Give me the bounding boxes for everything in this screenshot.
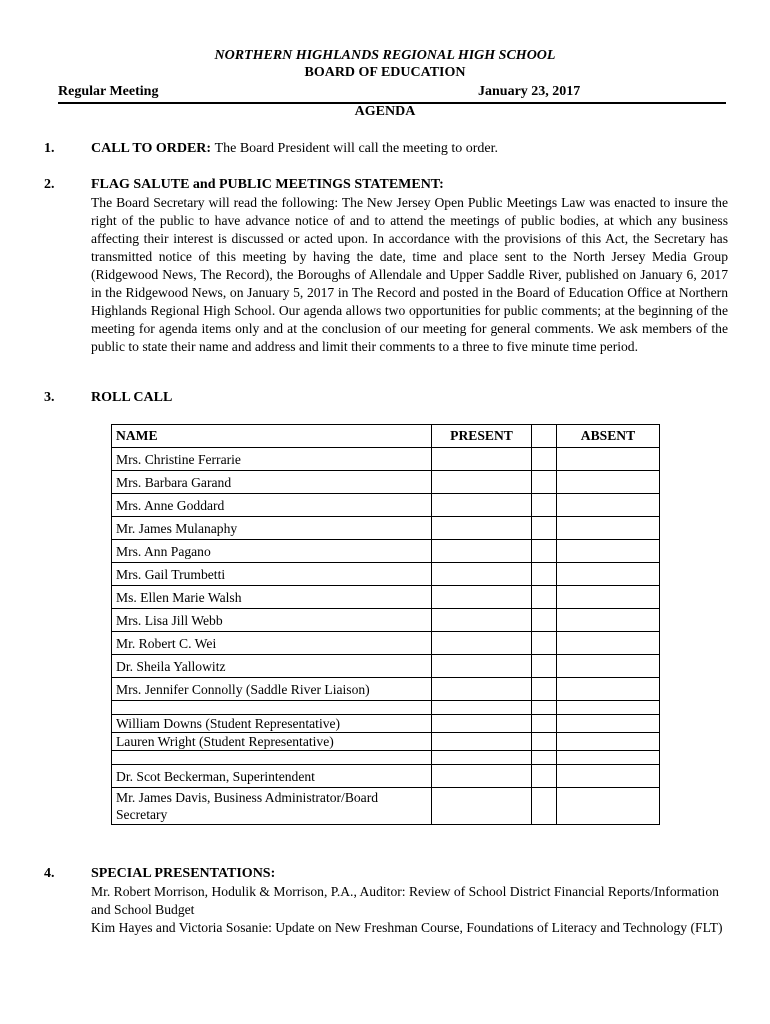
absent-cell [557,765,660,788]
spacer-cell [532,655,557,678]
absent-cell [557,517,660,540]
present-cell [432,494,532,517]
present-cell [432,517,532,540]
absent-cell [557,751,660,765]
agenda-title: AGENDA [354,104,416,119]
member-name: William Downs (Student Representative) [112,715,432,733]
table-row [112,609,660,632]
spacer-cell [532,425,557,448]
absent-cell [557,448,660,471]
call-to-order-heading: CALL TO ORDER: [91,141,212,156]
table-row-blank [112,701,660,715]
table-row [112,563,660,586]
item-number: 4. [44,866,55,881]
table-row [112,655,660,678]
member-name: Mrs. Ann Pagano [112,540,432,563]
board-name: BOARD OF EDUCATION [304,65,466,80]
spacer-cell [532,715,557,733]
spacer-cell [532,494,557,517]
present-cell [432,678,532,701]
present-cell [432,733,532,751]
special-presentations-heading: SPECIAL PRESENTATIONS: [91,866,276,881]
absent-cell [557,609,660,632]
table-row [112,765,660,788]
member-name: Mrs. Lisa Jill Webb [112,609,432,632]
spacer-cell [532,788,557,825]
table-header-row [112,425,660,448]
present-cell [432,715,532,733]
table-row [112,471,660,494]
roll-call-table [111,424,660,825]
absent-cell [557,701,660,715]
spacer-cell [532,609,557,632]
present-cell [432,563,532,586]
public-meetings-statement: The Board Secretary will read the following: The New Jersey Open Public Meetings Law was enacted to insure the right of the public to have advance notice of and to attend the meetings of public bodies, at which any business affecting their interest is discussed or acted upon. In accordance with the provisions of this Act, the Secretary has transmitted notice of this meeting by having the date, time and place sent to the North Jersey Media Group (Ridgewood News, The Record), the Boroughs of Allendale and Upper Saddle River, published on January 6, 2017 in the Ridgewood News, on January 5, 2017 in The Record and posted in the Board of Education Office at Northern Highlands Regional High School. Our agenda allows two opportunities for public comments; at the beginning of the meeting for agenda items only and at the conclusion of our meeting for general comments. We ask members of the public to state their name and address and limit their comments to a three to five minute time period. [91,195,728,354]
meeting-meta-row [58,84,726,104]
table-row [112,733,660,751]
present-cell [432,655,532,678]
item-number: 3. [44,390,55,405]
member-name: Mrs. Barbara Garand [112,471,432,494]
absent-cell [557,788,660,825]
spacer-cell [532,733,557,751]
member-name: Dr. Scot Beckerman, Superintendent [112,765,432,788]
absent-cell [557,586,660,609]
table-row [112,678,660,701]
item-number: 2. [44,177,55,192]
spacer-cell [532,517,557,540]
present-cell [432,751,532,765]
column-header-name: NAME [112,425,432,448]
table-row [112,494,660,517]
present-cell [432,788,532,825]
member-name: Mrs. Gail Trumbetti [112,563,432,586]
spacer-cell [532,540,557,563]
present-cell [432,632,532,655]
absent-cell [557,632,660,655]
meeting-type: Regular Meeting [58,84,159,99]
member-name: Mr. James Davis, Business Administrator/Board Secretary [112,788,432,825]
meeting-date: January 23, 2017 [478,84,581,99]
absent-cell [557,715,660,733]
table-row [112,448,660,471]
member-name: Ms. Ellen Marie Walsh [112,586,432,609]
item-number: 1. [44,141,55,156]
spacer-cell [532,751,557,765]
column-header-absent: ABSENT [557,425,660,448]
member-name: Mr. James Mulanaphy [112,517,432,540]
member-name: Mrs. Christine Ferrarie [112,448,432,471]
table-row [112,586,660,609]
school-name: NORTHERN HIGHLANDS REGIONAL HIGH SCHOOL [214,48,556,63]
table-row [112,540,660,563]
roll-call-heading: ROLL CALL [91,390,173,405]
member-name: Lauren Wright (Student Representative) [112,733,432,751]
member-name: Mrs. Jennifer Connolly (Saddle River Liaison) [112,678,432,701]
member-name: Mrs. Anne Goddard [112,494,432,517]
absent-cell [557,540,660,563]
presentation-entry: Kim Hayes and Victoria Sosanie: Update on New Freshman Course, Foundations of Literacy and Technology (FLT) [91,920,723,935]
table-row [112,632,660,655]
absent-cell [557,678,660,701]
table-row-blank [112,751,660,765]
table-row [112,517,660,540]
present-cell [432,471,532,494]
absent-cell [557,733,660,751]
presentation-entry: Mr. Robert Morrison, Hodulik & Morrison, P.A., Auditor: Review of School District Financial Reports/Information and School Budget [91,884,719,917]
present-cell [432,586,532,609]
spacer-cell [532,678,557,701]
absent-cell [557,655,660,678]
present-cell [432,609,532,632]
column-header-present: PRESENT [432,425,532,448]
member-name: Mr. Robert C. Wei [112,632,432,655]
flag-salute-heading: FLAG SALUTE and PUBLIC MEETINGS STATEMENT: [91,177,444,192]
spacer-cell [532,448,557,471]
spacer-cell [532,563,557,586]
present-cell [432,701,532,715]
spacer-cell [532,765,557,788]
present-cell [432,540,532,563]
table-row [112,788,660,825]
spacer-cell [532,632,557,655]
spacer-cell [532,701,557,715]
blank-cell [112,701,432,715]
table-row [112,715,660,733]
spacer-cell [532,586,557,609]
item-heading [91,141,498,157]
member-name: Dr. Sheila Yallowitz [112,655,432,678]
absent-cell [557,563,660,586]
call-to-order-text: The Board President will call the meeting to order. [214,141,499,156]
absent-cell [557,471,660,494]
blank-cell [112,751,432,765]
spacer-cell [532,471,557,494]
present-cell [432,448,532,471]
present-cell [432,765,532,788]
absent-cell [557,494,660,517]
